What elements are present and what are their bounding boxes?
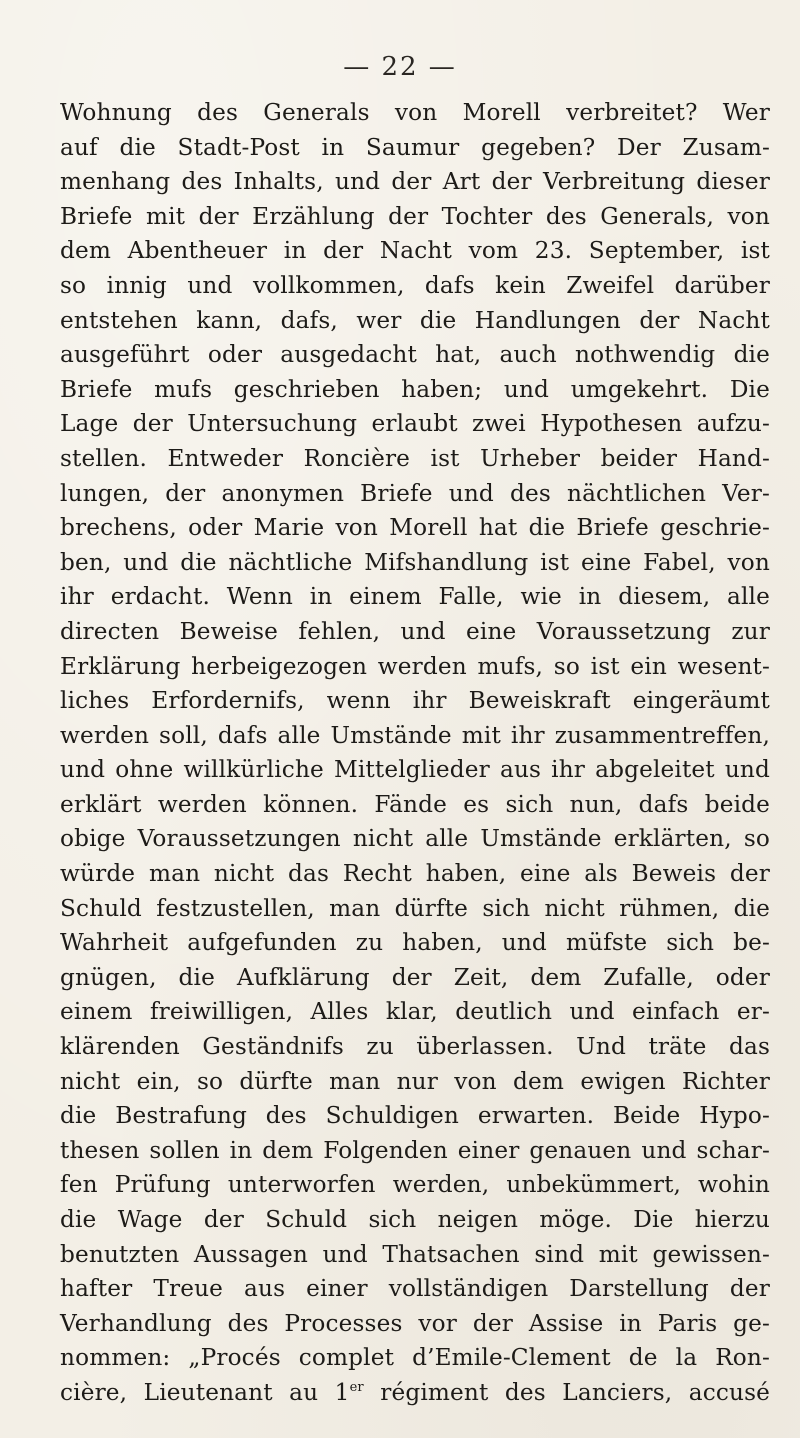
text-line: Wohnung des Generals von Morell verbreitet? Wer (60, 99, 770, 126)
text-line: die Bestrafung des Schuldigen erwarten. Beide Hypo- (60, 1102, 770, 1130)
text-line: Briefe mufs geschrieben haben; und umgekehrt. Die (60, 375, 770, 403)
text-line: Verhandlung des Processes vor der Assise in Paris ge- (60, 1309, 770, 1337)
text-line: auf die Stadt-Post in Saumur gegeben? Der Zusam- (60, 133, 770, 161)
text-line: Lage der Untersuchung erlaubt zwei Hypothesen aufzu- (60, 410, 770, 438)
text-line: würde man nicht das Recht haben, eine als Beweis der (60, 860, 770, 888)
text-line: entstehen kann, dafs, wer die Handlungen der Nacht (60, 306, 770, 334)
text-line: ihr erdacht. Wenn in einem Falle, wie in diesem, alle (60, 583, 770, 611)
text-line: dem Abentheuer in der Nacht vom 23. September, ist (60, 237, 770, 265)
text-line: erklärt werden können. Fände es sich nun, dafs beide (60, 790, 770, 818)
text-line-last (60, 1376, 770, 1411)
text-line: Schuld festzustellen, man dürfte sich nicht rühmen, die (60, 894, 770, 922)
text-line: einem freiwilligen, Alles klar, deutlich und einfach er- (60, 998, 770, 1026)
text-line: directen Beweise fehlen, und eine Voraussetzung zur (60, 617, 770, 645)
text-line: liches Erfordernifs, wenn ihr Beweiskraft eingeräumt (60, 687, 770, 715)
text-line: werden soll, dafs alle Umstände mit ihr zusammentreffen, (60, 721, 770, 749)
page-number: — 22 — (343, 52, 457, 82)
last-line-end: régiment des Lanciers, accusé (363, 1378, 770, 1406)
text-line: ben, und die nächtliche Mifshandlung ist eine Fabel, von (60, 548, 770, 576)
text-line: menhang des Inhalts, und der Art der Verbreitung dieser (60, 168, 770, 196)
last-line-start: cière, Lieutenant au 1 (60, 1378, 350, 1406)
text-line: und ohne willkürliche Mittelglieder aus ihr abgeleitet und (60, 756, 770, 784)
text-line: nommen: „Procés complet d’Emile-Clement de la Ron- (60, 1344, 770, 1372)
ordinal-superscript: er (349, 1379, 364, 1395)
text-line: thesen sollen in dem Folgenden einer genauen und schar- (60, 1136, 770, 1164)
text-line: so innig und vollkommen, dafs kein Zweifel darüber (60, 271, 770, 299)
text-line: brechens, oder Marie von Morell hat die Briefe geschrie- (60, 514, 770, 542)
text-line: obige Voraussetzungen nicht alle Umstände erklärten, so (60, 825, 770, 853)
text-line: benutzten Aussagen und Thatsachen sind mit gewissen- (60, 1240, 770, 1268)
text-line: Wahrheit aufgefunden zu haben, und müfste sich be- (60, 929, 770, 957)
text-line: lungen, der anonymen Briefe und des nächtlichen Ver- (60, 479, 770, 507)
text-line: stellen. Entweder Roncière ist Urheber beider Hand- (60, 444, 770, 472)
text-line: die Wage der Schuld sich neigen möge. Die hierzu (60, 1206, 770, 1233)
text-line: Briefe mit der Erzählung der Tochter des Generals, von (60, 202, 770, 230)
text-line: hafter Treue aus einer vollständigen Darstellung der (60, 1275, 770, 1303)
body-text (60, 96, 770, 1411)
text-line: gnügen, die Aufklärung der Zeit, dem Zufalle, oder (60, 963, 770, 991)
text-line: fen Prüfung unterworfen werden, unbekümmert, wohin (60, 1171, 770, 1199)
text-line: klärenden Geständnifs zu überlassen. Und träte das (60, 1033, 770, 1061)
text-line: nicht ein, so dürfte man nur von dem ewigen Richter (60, 1067, 770, 1095)
text-line: Erklärung herbeigezogen werden mufs, so ist ein wesent- (60, 652, 770, 680)
text-line: ausgeführt oder ausgedacht hat, auch nothwendig die (60, 341, 770, 369)
